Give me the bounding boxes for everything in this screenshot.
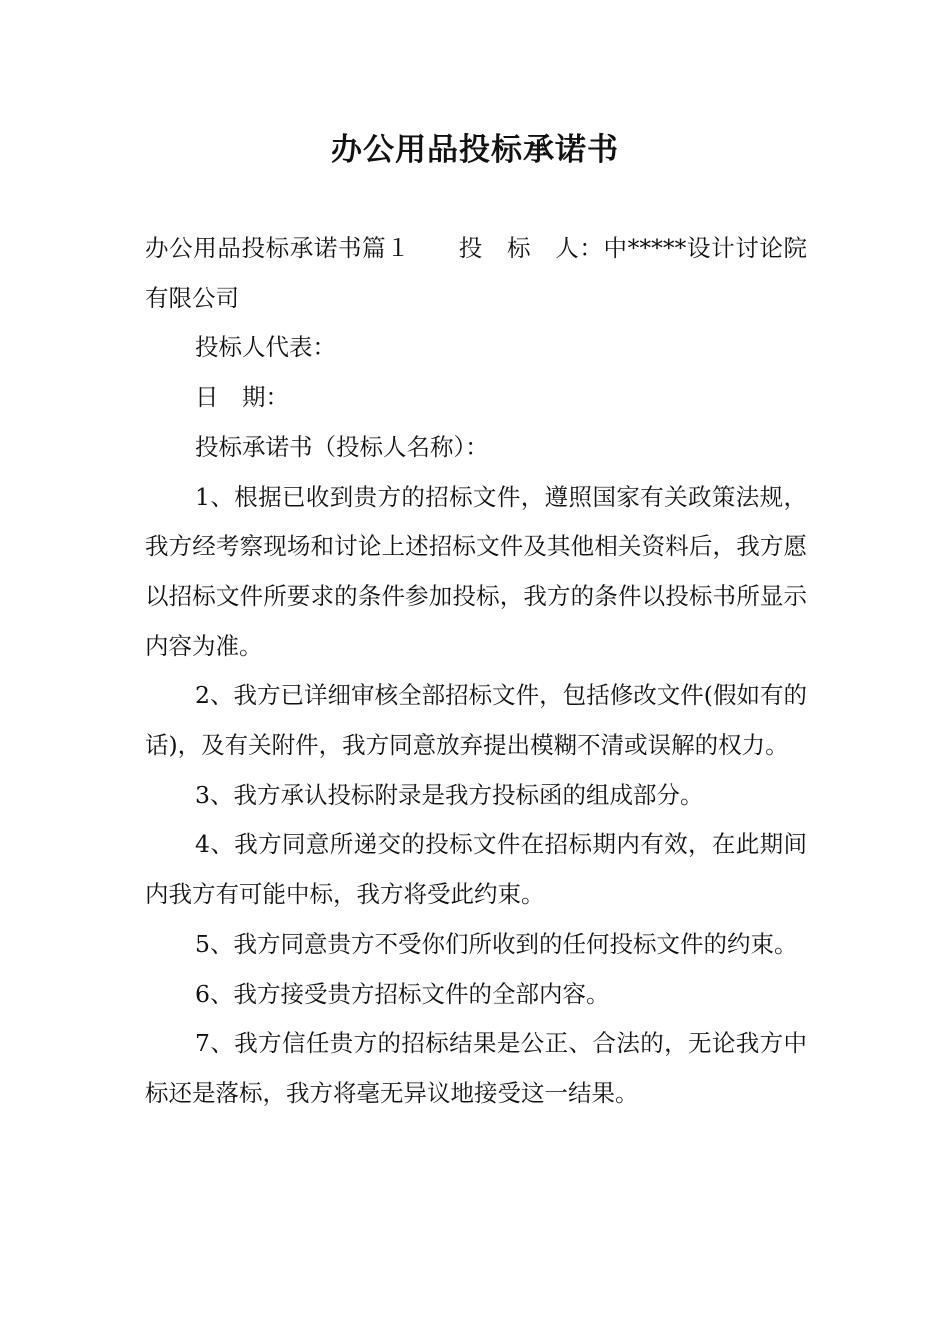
paragraph-date: 日 期： [195, 383, 289, 412]
paragraph-intro: 办公用品投标承诺书篇１ 投 标 人：中*****设计讨论院有限公司 [145, 234, 807, 312]
paragraph-item-1: 1、根据已收到贵方的招标文件，遵照国家有关政策法规，我方经考察现场和讨论上述招标文件及其他相关资料后，我方愿以招标文件所要求的条件参加投标，我方的条件以投标书所显示内容为准。 [145, 482, 807, 660]
paragraph-item-6: 6、我方接受贵方招标文件的全部内容。 [195, 979, 610, 1008]
paragraph-representative: 投标人代表： [195, 333, 336, 362]
paragraph-heading: 投标承诺书（投标人名称）： [195, 432, 489, 461]
document-title: 办公用品投标承诺书 [331, 132, 619, 168]
paragraph-item-3: 3、我方承认投标附录是我方投标函的组成部分。 [195, 780, 704, 809]
document-body [145, 224, 807, 1119]
paragraph-item-5: 5、我方同意贵方不受你们所收到的任何投标文件的约束。 [195, 929, 798, 958]
paragraph-item-2: 2、我方已详细审核全部招标文件，包括修改文件(假如有的话)，及有关附件，我方同意放弃提出模糊不清或误解的权力。 [145, 681, 807, 760]
paragraph-item-7: 7、我方信任贵方的招标结果是公正、合法的，无论我方中标还是落标，我方将毫无异议地接受这一结果。 [145, 1029, 807, 1107]
paragraph-item-4: 4、我方同意所递交的投标文件在招标期内有效，在此期间内我方有可能中标，我方将受此约束。 [145, 830, 807, 909]
